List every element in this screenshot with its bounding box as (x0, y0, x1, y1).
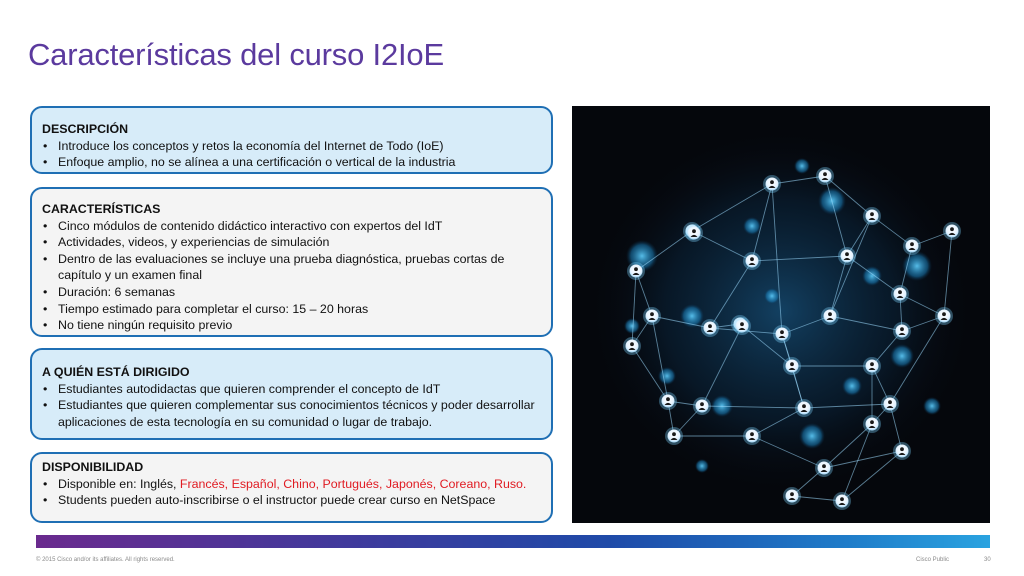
copyright-text: © 2015 Cisco and/or its affiliates. All rights reserved. (36, 557, 175, 563)
description-list (42, 138, 541, 171)
glow-orb (842, 376, 862, 396)
person-node-icon (733, 317, 751, 335)
person-node-icon (863, 207, 881, 225)
glow-orb (658, 367, 676, 385)
list-item: • Students pueden auto-inscribirse o el instructor puede crear curso en NetSpace (42, 492, 541, 509)
list-item: • Estudiantes autodidactas que quieren comprender el concepto de IdT (42, 381, 541, 398)
person-node-icon (903, 237, 921, 255)
list-item: • Estudiantes que quieren complementar sus conocimientos técnicos y poder desarrollar aplicaciones de esta tecnología en su comunidad o lugar de trabajo. (42, 397, 541, 430)
person-node-icon (893, 322, 911, 340)
person-node-icon (833, 492, 851, 510)
features-heading: CARACTERÍSTICAS (42, 202, 161, 216)
person-node-icon (815, 459, 833, 477)
person-node-icon (623, 337, 641, 355)
network-graphic (572, 106, 990, 523)
description-box (30, 106, 553, 174)
list-item: • Duración: 6 semanas (42, 284, 541, 301)
glow-orb (743, 217, 761, 235)
person-node-icon (665, 427, 683, 445)
glow-orb (764, 288, 780, 304)
person-node-icon (773, 325, 791, 343)
person-node-icon (743, 252, 761, 270)
person-node-icon (838, 247, 856, 265)
languages-prefix: Disponible en: Inglés, (58, 476, 180, 491)
person-node-icon (783, 357, 801, 375)
list-item: • Tiempo estimado para completar el curso: 15 – 20 horas (42, 301, 541, 318)
footer-bar (36, 535, 990, 548)
person-node-icon (943, 222, 961, 240)
glow-orb (923, 397, 941, 415)
person-node-icon (893, 442, 911, 460)
person-node-icon (863, 357, 881, 375)
person-node-icon (701, 319, 719, 337)
glow-orb (695, 459, 709, 473)
person-node-icon (795, 399, 813, 417)
glow-orb (794, 158, 810, 174)
list-item: • Actividades, videos, y experiencias de simulación (42, 234, 541, 251)
person-node-icon (659, 392, 677, 410)
person-node-icon (816, 167, 834, 185)
person-node-icon (743, 427, 761, 445)
list-item: • Enfoque amplio, no se alínea a una certificación o vertical de la industria (42, 154, 541, 171)
person-node-icon (643, 307, 661, 325)
glow-orb (799, 423, 825, 449)
person-node-icon (821, 307, 839, 325)
features-box (30, 187, 553, 337)
person-node-icon (891, 285, 909, 303)
page-number: 30 (984, 557, 991, 563)
availability-box (30, 452, 553, 523)
glow-orb (902, 251, 932, 281)
list-item (42, 476, 541, 493)
person-node-icon (783, 487, 801, 505)
list-item: • Cinco módulos de contenido didáctico interactivo con expertos del IdT (42, 218, 541, 235)
availability-list (42, 476, 541, 509)
availability-heading: DISPONIBILIDAD (42, 460, 144, 474)
network-glow (586, 126, 976, 496)
description-heading: DESCRIPCIÓN (42, 122, 129, 136)
languages-highlight: Francés, Español, Chino, Portugués, Japonés, Coreano, Ruso. (179, 476, 527, 491)
list-item: • Dentro de las evaluaciones se incluye una prueba diagnóstica, pruebas cortas de capítulo y un examen final (42, 251, 541, 284)
features-list (42, 218, 541, 334)
person-node-icon (881, 395, 899, 413)
network-image (572, 106, 990, 523)
page-title: Características del curso I2IoE (28, 37, 444, 72)
list-item: • Introduce los conceptos y retos la economía del Internet de Todo (IoE) (42, 138, 541, 155)
person-node-icon (627, 262, 645, 280)
person-node-icon (935, 307, 953, 325)
classification-text: Cisco Public (916, 557, 950, 563)
person-node-icon (693, 397, 711, 415)
person-node-icon (685, 224, 703, 242)
audience-box (30, 348, 553, 440)
list-item: • No tiene ningún requisito previo (42, 317, 541, 334)
person-node-icon (763, 175, 781, 193)
audience-heading: A QUIÉN ESTÁ DIRIGIDO (42, 365, 190, 379)
audience-list (42, 381, 541, 431)
glow-orb (890, 344, 914, 368)
glow-orb (624, 318, 640, 334)
person-node-icon (863, 415, 881, 433)
